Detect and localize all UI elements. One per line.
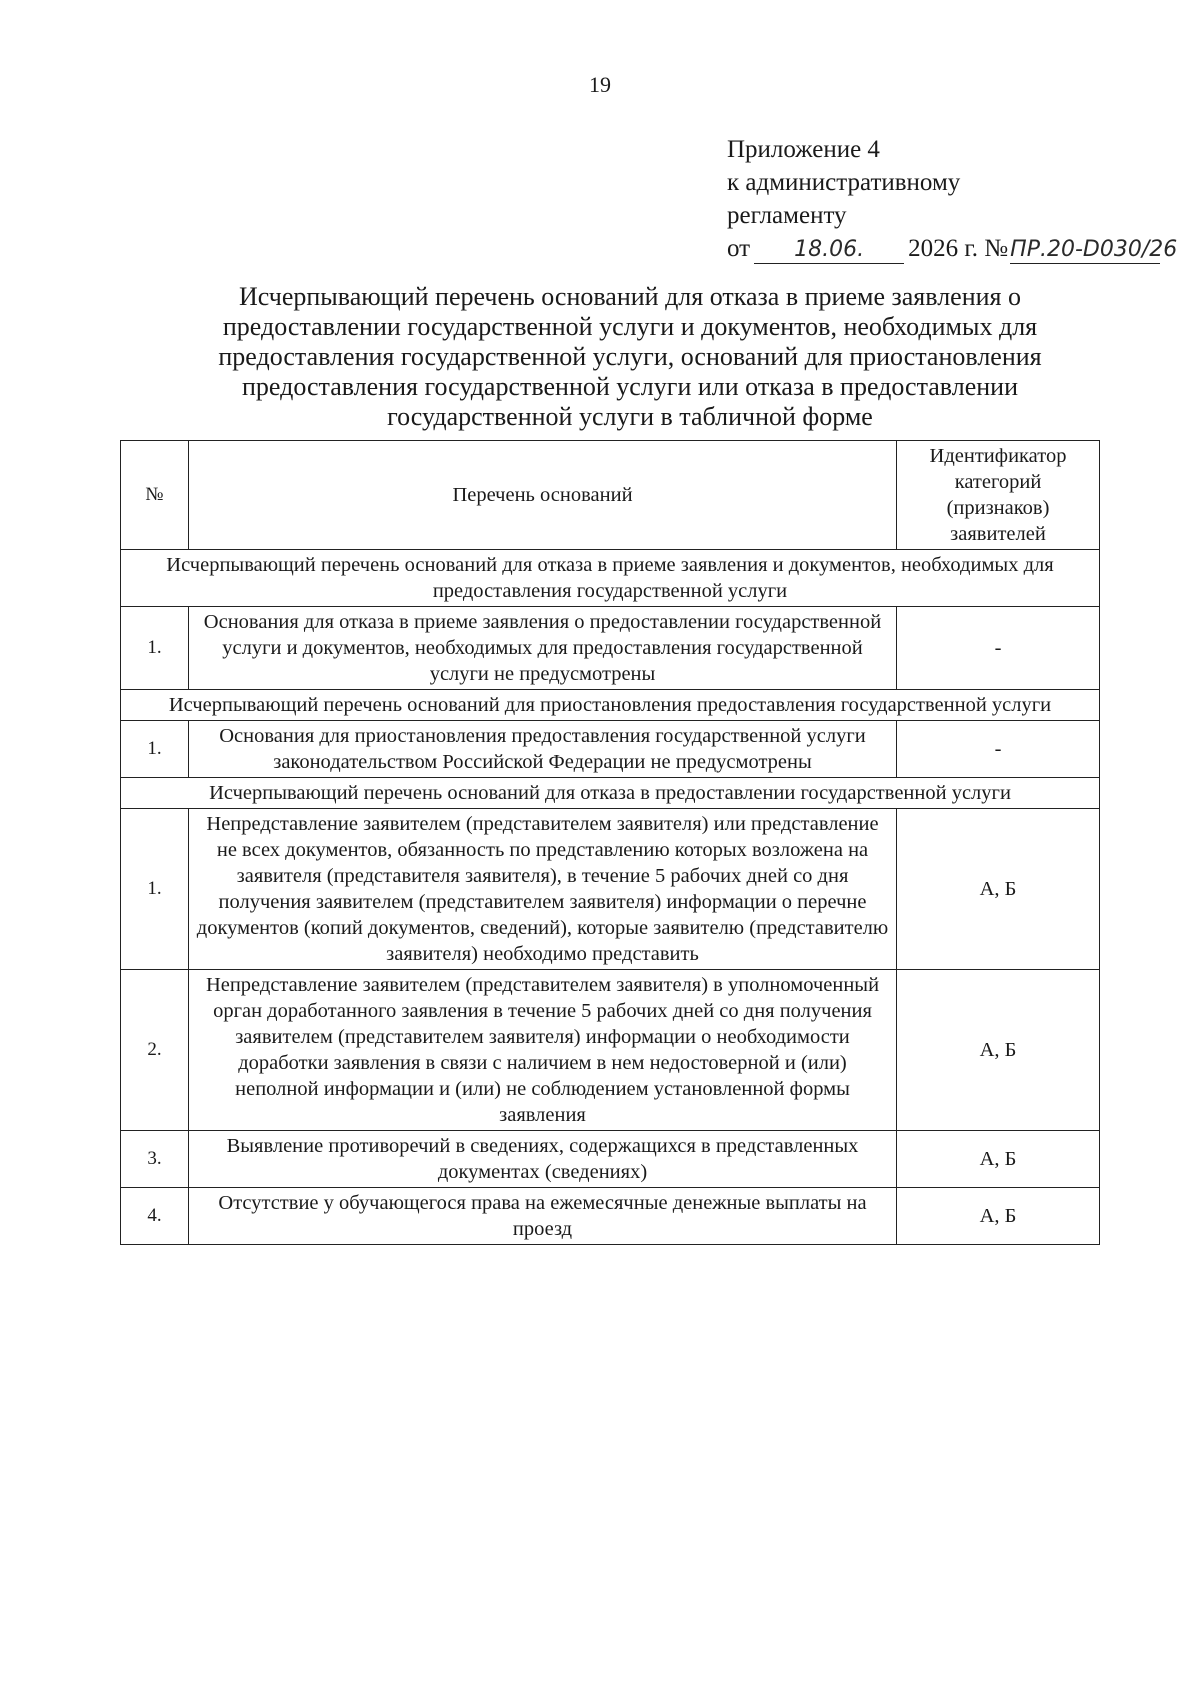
row-identifier: А, Б: [897, 809, 1100, 970]
row-text: Выявление противоречий в сведениях, содержащихся в представленных документах (сведениях): [189, 1131, 897, 1188]
section-row: [121, 778, 1100, 809]
table-row: [121, 1188, 1100, 1245]
row-number: 1.: [121, 809, 189, 970]
table-header-row: [121, 441, 1100, 550]
table-row: [121, 721, 1100, 778]
row-number: 3.: [121, 1131, 189, 1188]
appendix-date-line: [727, 232, 1178, 265]
row-text: Непредставление заявителем (представителем заявителя) в уполномоченный орган доработанного заявления в течение 5 рабочих дней со дня получения заявителем (представителем заявителя) информации о необходимости доработки заявления в связи с наличием в нем недостоверной и (или) неполной информации и (или) не соблюдением установленной формы заявления: [189, 970, 897, 1131]
row-identifier: А, Б: [897, 970, 1100, 1131]
row-number: 1.: [121, 721, 189, 778]
row-number: 2.: [121, 970, 189, 1131]
section-title: Исчерпывающий перечень оснований для отказа в приеме заявления и документов, необходимых для предоставления государственной услуги: [121, 550, 1100, 607]
row-identifier: А, Б: [897, 1188, 1100, 1245]
section-title: Исчерпывающий перечень оснований для отказа в предоставлении государственной услуги: [121, 778, 1100, 809]
section-row: [121, 690, 1100, 721]
row-text: Непредставление заявителем (представителем заявителя) или представление не всех документов, обязанность по представлению которых возложена на заявителя (представителя заявителя), в течение 5 рабочих дней со дня получения заявителем (представителем заявителя) информации о перечне документов (копий документов, сведений), которые заявителю (представителю заявителя) необходимо представить: [189, 809, 897, 970]
from-label: от: [727, 235, 751, 262]
appendix-line-1: Приложение 4: [727, 136, 880, 163]
row-identifier: А, Б: [897, 1131, 1100, 1188]
row-text: Основания для приостановления предоставления государственной услуги законодательством Российской Федерации не предусмотрены: [189, 721, 897, 778]
row-text: Отсутствие у обучающегося права на ежемесячные денежные выплаты на проезд: [189, 1188, 897, 1245]
table-row: [121, 809, 1100, 970]
document-title: Исчерпывающий перечень оснований для отказа в приеме заявления о предоставлении государственной услуги и документов, необходимых для предоставления государственной услуги, оснований для приостановления предоставления государственной услуги или отказа в предоставлении государственной услуги в табличной форме: [218, 282, 1042, 431]
page-number: 19: [589, 72, 611, 97]
appendix-line-2: к административному: [727, 169, 961, 196]
handwritten-date: 18.06.: [754, 237, 904, 264]
year-label: 2026 г. №: [908, 235, 1009, 262]
header-num: №: [121, 441, 189, 550]
appendix-line-3: регламенту: [727, 202, 847, 229]
handwritten-number: ПР.20-D030/26: [1010, 237, 1178, 262]
section-title: Исчерпывающий перечень оснований для приостановления предоставления государственной услуги: [121, 690, 1100, 721]
row-text: Основания для отказа в приеме заявления о предоставлении государственной услуги и документов, необходимых для предоставления государственной услуги не предусмотрены: [189, 607, 897, 690]
row-number: 1.: [121, 607, 189, 690]
header-list: Перечень оснований: [189, 441, 897, 550]
table-row: [121, 1131, 1100, 1188]
header-identifier: Идентификатор категорий (признаков) заявителей: [897, 441, 1100, 550]
grounds-table-body: [121, 441, 1100, 1245]
row-number: 4.: [121, 1188, 189, 1245]
row-identifier: -: [897, 721, 1100, 778]
table-row: [121, 970, 1100, 1131]
section-row: [121, 550, 1100, 607]
appendix-block: [727, 133, 1178, 265]
grounds-table: [120, 440, 1100, 1245]
row-identifier: -: [897, 607, 1100, 690]
table-row: [121, 607, 1100, 690]
